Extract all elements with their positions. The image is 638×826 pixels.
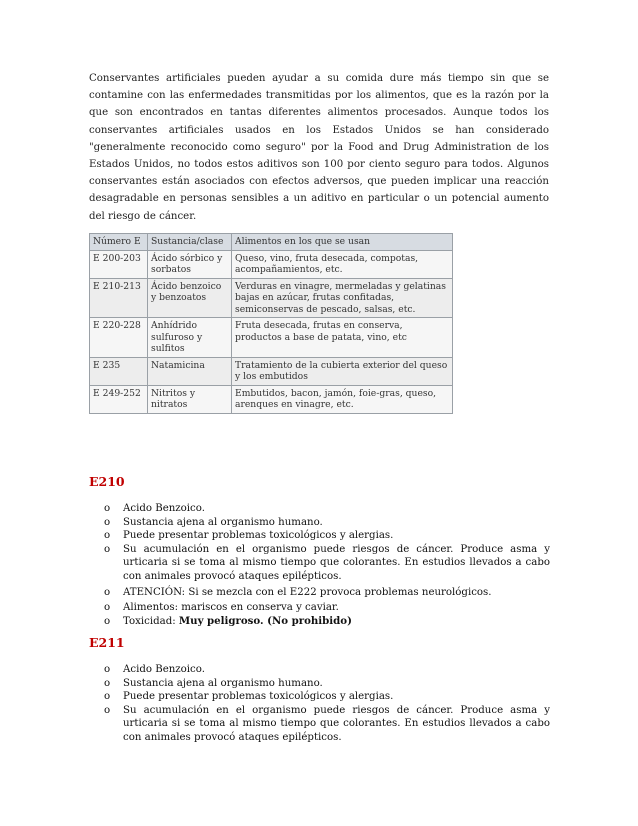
table-row <box>90 357 453 385</box>
table-header-cell: Sustancia/clase <box>148 234 232 251</box>
bullet-icon: o <box>104 615 111 627</box>
section-heading-e211: E211 <box>89 635 125 650</box>
e-number-table <box>89 233 453 414</box>
list-item <box>104 502 550 516</box>
table-cell: E 235 <box>90 357 148 385</box>
table-cell: Verduras en vinagre, mermeladas y gelatinas bajas en azúcar, frutas confitadas, semiconservas de pescado, salsas, etc. <box>232 278 453 318</box>
table-cell: E 220-228 <box>90 318 148 358</box>
list-item <box>104 690 550 704</box>
table-cell: E 210-213 <box>90 278 148 318</box>
bullet-icon: o <box>104 677 111 689</box>
table-cell: Anhídrido sulfuroso y sulfitos <box>148 318 232 358</box>
bullet-icon: o <box>104 691 111 703</box>
list-item <box>104 663 550 677</box>
list-item-text: Puede presentar problemas toxicológicos y alergias. <box>123 530 394 542</box>
bullet-icon: o <box>104 586 111 598</box>
table-cell: Ácido benzoico y benzoatos <box>148 278 232 318</box>
list-item-text: Sustancia ajena al organismo humano. <box>123 677 323 689</box>
list-item-text: Alimentos: mariscos en conserva y caviar. <box>123 602 339 614</box>
list-item <box>104 601 550 615</box>
table-cell: Fruta desecada, frutas en conserva, productos a base de patata, vino, etc <box>232 318 453 358</box>
bullet-icon: o <box>104 516 111 528</box>
toxicity-label: Toxicidad: <box>123 615 176 627</box>
table-cell: Tratamiento de la cubierta exterior del queso y los embutidos <box>232 357 453 385</box>
bullet-icon: o <box>104 704 111 716</box>
list-item <box>104 529 550 543</box>
table-cell: E 249-252 <box>90 385 148 413</box>
bullet-icon: o <box>104 664 111 675</box>
list-item-text: Puede presentar problemas toxicológicos y alergias. <box>123 691 394 703</box>
table-header-cell: Alimentos en los que se usan <box>232 234 453 251</box>
list-item <box>104 677 550 691</box>
list-item <box>104 543 550 584</box>
e211-list <box>104 663 550 745</box>
table-header-cell: Número E <box>90 234 148 251</box>
e210-list <box>104 502 550 628</box>
list-item-text: Su acumulación en el organismo puede riesgos de cáncer. Produce asma y urticaria si se toma al mismo tiempo que colorantes. En estudios llevados a cabo con animales provocó ataques epilépticos. <box>123 704 550 743</box>
table-row <box>90 385 453 413</box>
table-cell: Queso, vino, fruta desecada, compotas, acompañamientos, etc. <box>232 250 453 278</box>
list-item <box>104 704 550 745</box>
table-cell: Embutidos, bacon, jamón, foie-gras, queso, arenques en vinagre, etc. <box>232 385 453 413</box>
list-item <box>104 586 550 600</box>
list-item-text: Acido Benzoico. <box>123 503 205 514</box>
bullet-icon: o <box>104 503 111 514</box>
list-item <box>104 615 550 629</box>
intro-paragraph: Conservantes artificiales pueden ayudar a su comida dure más tiempo sin que se contamine con las enfermedades transmitidas por los alimentos, que es la razón por la que son encontrados en tantas diferentes alimentos procesados. Aunque todos los conservantes artificiales usados en los Estados Unidos se han considerado "generalmente reconocido como seguro" por la Food and Drug Administration de los Estados Unidos, no todos estos aditivos son 100 por ciento seguro para todos. Algunos conservantes están asociados con efectos adversos, que pueden implicar una reacción desagradable en personas sensibles a un aditivo en particular o un potencial aumento del riesgo de cáncer. <box>89 73 549 222</box>
bullet-icon: o <box>104 543 111 555</box>
list-item-text: Sustancia ajena al organismo humano. <box>123 516 323 528</box>
table-row <box>90 318 453 358</box>
list-item-text: Su acumulación en el organismo puede riesgos de cáncer. Produce asma y urticaria si se toma al mismo tiempo que colorantes. En estudios llevados a cabo con animales provocó ataques epilépticos. <box>123 543 550 582</box>
table-cell: Nitritos y nitratos <box>148 385 232 413</box>
table-cell: Ácido sórbico y sorbatos <box>148 250 232 278</box>
list-item-text: Acido Benzoico. <box>123 664 205 675</box>
table-row <box>90 250 453 278</box>
list-item-text: ATENCIÓN: Si se mezcla con el E222 provoca problemas neurológicos. <box>123 586 492 598</box>
toxicity-value: Muy peligroso. (No prohibido) <box>178 614 352 627</box>
list-item <box>104 516 550 530</box>
section-heading-e210: E210 <box>89 474 125 489</box>
table-cell: E 200-203 <box>90 250 148 278</box>
bullet-icon: o <box>104 530 111 542</box>
table-header-row <box>90 234 453 251</box>
bullet-icon: o <box>104 602 111 614</box>
table-row <box>90 278 453 318</box>
table-cell: Natamicina <box>148 357 232 385</box>
